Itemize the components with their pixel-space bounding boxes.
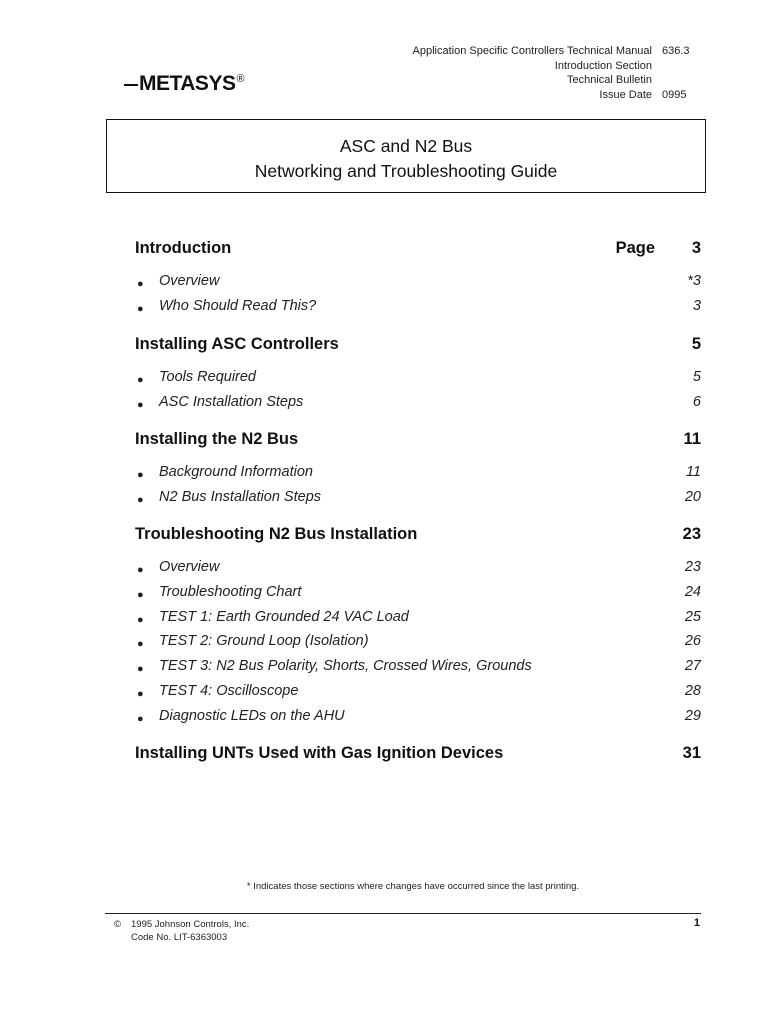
toc-item-page: 5: [692, 369, 701, 385]
header-info: [413, 44, 698, 102]
toc-item-page: 26: [684, 633, 701, 650]
bullet-icon: ●: [137, 493, 144, 506]
toc-item-label: Tools Required: [159, 369, 256, 385]
toc-item: [135, 609, 701, 629]
toc-section-page: 31: [682, 744, 701, 762]
toc-item-page: 11: [685, 464, 701, 480]
toc-item-page: 24: [684, 583, 701, 600]
toc-item-page: 23: [684, 559, 701, 575]
bullet-icon: ●: [137, 302, 144, 315]
toc-item-page: 27: [684, 658, 701, 675]
footnote: * Indicates those sections where changes have occurred since the last printing.: [246, 881, 580, 892]
logo-dash: [124, 84, 138, 86]
toc-item: [135, 708, 701, 728]
toc-item: [135, 394, 701, 414]
toc-item: [135, 559, 701, 579]
bullet-icon: ●: [137, 398, 144, 411]
header-line: Issue Date 0995: [599, 88, 687, 101]
toc-item: [135, 633, 701, 653]
metasys-logo: [124, 72, 245, 96]
toc-section: [135, 239, 701, 261]
bullet-icon: ●: [137, 613, 144, 626]
toc-item-label: Troubleshooting Chart: [159, 583, 302, 600]
bullet-icon: ●: [137, 688, 144, 700]
toc-item: [135, 298, 701, 318]
toc-section-label: Installing the N2 Bus: [135, 430, 299, 448]
bullet-icon: ●: [137, 374, 144, 386]
toc-item: [135, 369, 701, 389]
toc-item: [135, 658, 701, 678]
footer-divider: [105, 913, 701, 914]
toc-item-page: 29: [684, 707, 701, 724]
bullet-icon: ●: [137, 638, 144, 651]
toc-item-page: 25: [684, 608, 701, 625]
bullet-icon: ●: [137, 588, 144, 601]
toc-item-label: N2 Bus Installation Steps: [159, 488, 322, 505]
footer-code: Code No. LIT-6363003: [131, 932, 228, 943]
toc-section-page: 3: [691, 239, 701, 257]
header-line: Application Specific Controllers Technical Manual 636.3: [412, 45, 690, 57]
toc-item: [135, 273, 701, 293]
bullet-icon: ●: [137, 712, 144, 725]
header-line: Introduction Section: [554, 59, 652, 72]
toc-item-page: 6: [692, 393, 701, 410]
toc-item-label: ASC Installation Steps: [159, 393, 304, 410]
toc-section-label: Installing UNTs Used with Gas Ignition Devices: [135, 744, 504, 762]
toc-section-page: 11: [683, 430, 701, 448]
bullet-icon: ●: [137, 663, 144, 676]
toc-item-label: TEST 3: N2 Bus Polarity, Shorts, Crossed Wires, Grounds: [159, 658, 532, 675]
toc-section-page: 5: [691, 335, 701, 353]
toc-item: [135, 683, 701, 703]
toc-item-page: 3: [692, 297, 701, 314]
toc-item: [135, 584, 701, 604]
toc-item-label: Who Should Read This?: [159, 297, 317, 314]
header-line: Technical Bulletin: [567, 74, 652, 86]
copyright-symbol: ©: [114, 919, 121, 930]
footer-info: [114, 918, 249, 944]
toc-item-page: 20: [684, 488, 701, 505]
title-line-1: ASC and N2 Bus: [339, 136, 473, 156]
toc-section: [135, 430, 701, 452]
toc-item: [135, 464, 701, 484]
toc-item-label: Background Information: [159, 464, 313, 480]
bullet-icon: ●: [137, 469, 144, 481]
logo-text: METASYS: [139, 72, 236, 95]
toc-item-label: TEST 1: Earth Grounded 24 VAC Load: [159, 608, 409, 625]
toc-item-label: Overview: [159, 559, 220, 575]
toc-section-label: Installing ASC Controllers: [135, 335, 339, 353]
toc-item-label: TEST 2: Ground Loop (Isolation): [159, 633, 369, 650]
toc-section-label: Introduction: [135, 239, 232, 257]
toc-section-label: Troubleshooting N2 Bus Installation: [135, 525, 418, 543]
toc-section: [135, 744, 701, 766]
toc-section-page: 23: [682, 525, 701, 543]
toc-item-page: *3: [687, 273, 701, 289]
page-number: 1: [693, 917, 700, 929]
toc-item: [135, 489, 701, 509]
toc-section: [135, 525, 701, 547]
toc-item-label: TEST 4: Oscilloscope: [159, 683, 299, 699]
bullet-icon: ●: [137, 278, 144, 290]
registered-mark: ®: [236, 73, 245, 85]
toc-item-page: 28: [684, 683, 701, 699]
bullet-icon: ●: [137, 564, 144, 576]
title-box: [106, 119, 706, 193]
title-line-2: Networking and Troubleshooting Guide: [254, 160, 558, 181]
toc-item-label: Overview: [159, 273, 220, 289]
footer-company: 1995 Johnson Controls, Inc.: [131, 919, 250, 930]
toc-item-label: Diagnostic LEDs on the AHU: [159, 707, 345, 724]
toc-section: [135, 335, 701, 357]
toc-page-heading: Page: [615, 239, 655, 257]
